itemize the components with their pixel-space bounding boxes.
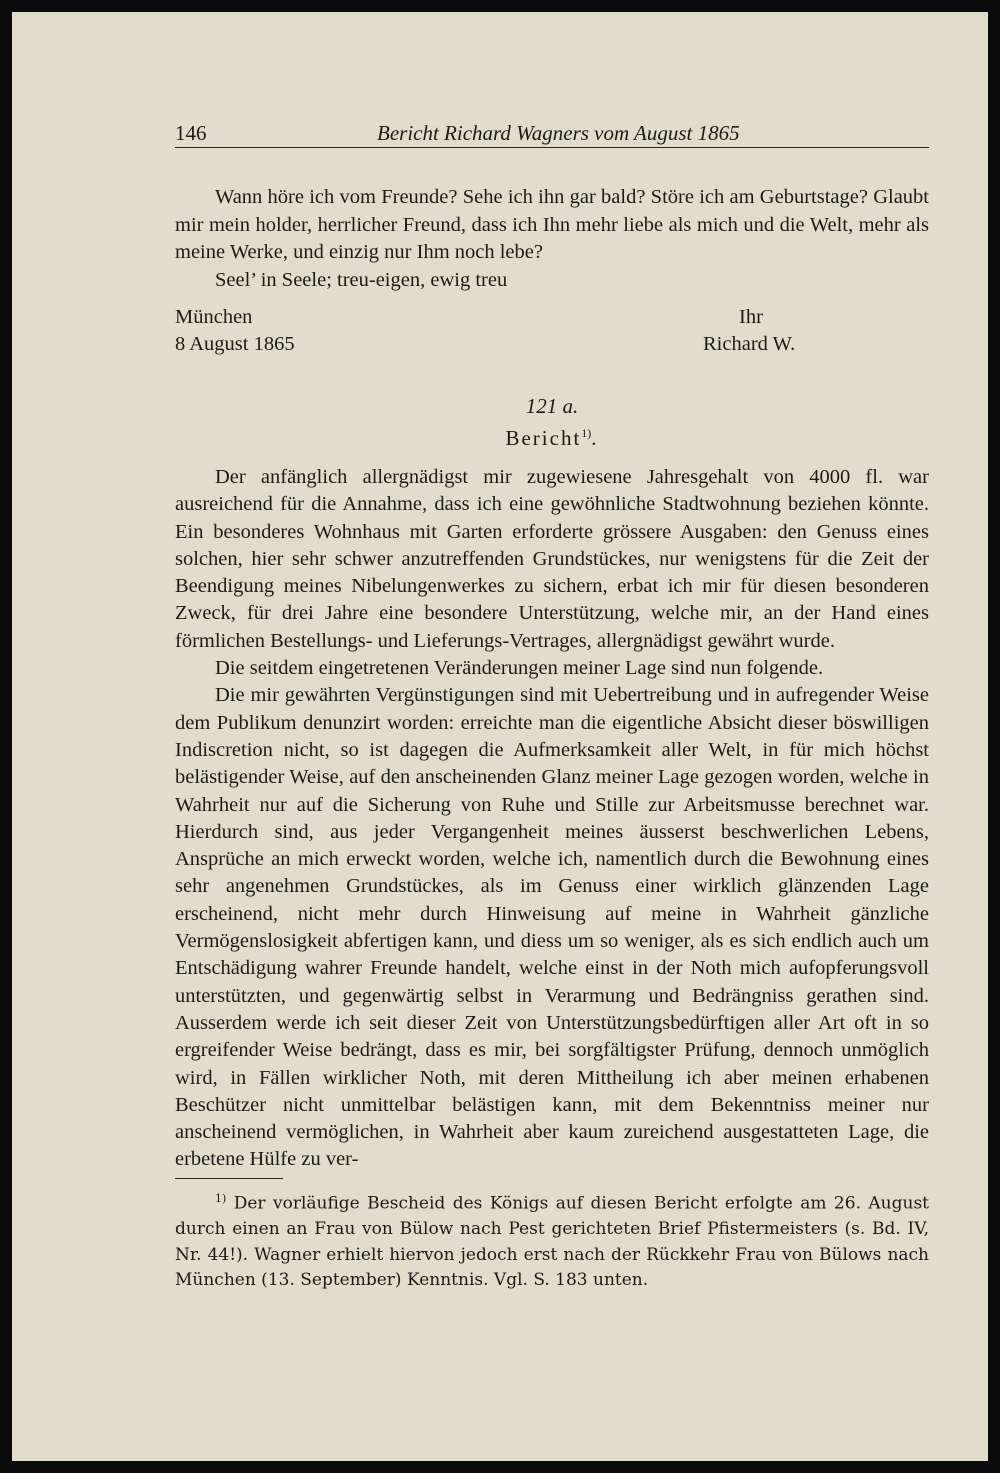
document-title-text: Bericht: [505, 426, 582, 450]
letter-text: [175, 184, 929, 294]
signature-block: [703, 304, 795, 358]
footnote-reference: 1): [581, 426, 592, 440]
page-number: 146: [175, 121, 207, 145]
footnote-text: Der vorläufige Bescheid des Königs auf diesen Bericht erfolgte am 26. August durch einen an Frau von Bülow nach Pest gerichteten Brief Pfistermeisters (s. Bd. IV, Nr. 44!). Wagner erhielt hiervon jedoch erst nach der Rückkehr Frau von Bülows nach München (13. September) Kenntnis. Vgl. S. 183 unten.: [175, 1193, 930, 1291]
running-title: Bericht Richard Wagners vom August 1865: [377, 121, 740, 145]
body-paragraph: Der anfänglich allergnädigst mir zugewiesene Jahresgehalt von 4000 fl. war ausreichend für die Annahme, dass ich eine gewöhnliche Stadtwohnung beziehen könnte. Ein besonderes Wohnhaus mit Garten erforderte grössere Ausgaben: den Genuss eines solchen, hier sehr schwer anzutreffenden Grundstückes, nur wenigstens für die Zeit der Beendigung meines Nibelungenwerkes zu sichern, erbat ich mir für diesen besonderen Zweck, für drei Jahre eine besondere Unterstützung, welche mir, an der Hand eines förmlichen Bestellungs- und Lieferungs-Vertrages, allergnädigst gewährt wurde.: [175, 466, 929, 652]
running-header: [175, 119, 929, 148]
place-date: [175, 304, 295, 358]
letter-closing: [175, 304, 929, 364]
body-paragraph: Die mir gewährten Vergünstigungen sind mit Uebertreibung und in aufregender Weise dem Publikum denunzirt worden: erreichte man die eigentliche Absicht dieser böswilligen Indiscretion nicht, so ist dagegen die Aufmerksamkeit aller Welt, in für mich höchst belästigender Weise, auf den anscheinenden Glanz meiner Lage gezogen worden, welche in Wahrheit nur auf die Sicherung von Ruhe und Stille zur Arbeitsmusse berechnet war. Hierdurch sind, aus jeder Vergangenheit meines äusserst beschwerlichen Lebens, Ansprüche an mich erweckt worden, welche ich, namentlich durch die Bewohnung eines sehr angenehmen Grundstückes, als im Genuss einer wirklich glänzenden Lage erscheinend, nicht mehr durch Hinweisung auf meine in Wahrheit gänzliche Vermögenslosigkeit abfertigen kann, und diess um so weniger, als es sich endlich auch um Entschädigung wahrer Freunde handelt, welche einst in der Noth mich aufopferungsvoll unterstützten, und gegenwärtig selbst in Verarmung und Bedrängniss gerathen sind. Ausserdem werde ich seit dieser Zeit von Unterstützungsbedürftigen aller Art oft in so ergreifender Weise bedrängt, dass es mir, bei sorgfältigster Prüfung, dennoch unmöglich wird, in Fällen wirklicher Noth, mit deren Mittheilung ich aber meinen erhabenen Beschützer nicht unmittelbar belästigen kann, mit dem Bekenntniss meiner nur anscheinend vermöglichen, in Wahrheit aber kaum zureichend ausgestatteten Lage, die erbetene Hülfe zu ver-: [175, 684, 929, 1171]
book-page: [12, 12, 988, 1461]
letter-greeting: Ihr: [739, 306, 763, 328]
body-paragraph: Die seitdem eingetretenen Veränderungen meiner Lage sind nun folgende.: [215, 657, 824, 680]
letter-paragraph: Wann höre ich vom Freunde? Sehe ich ihn gar bald? Störe ich am Geburtstage? Glaubt mir mein holder, herrlicher Freund, dass ich Ihn mehr liebe als mich und die Welt, mehr als meine Werke, und einzig nur Ihm noch lebe?: [175, 186, 929, 263]
report-body: [175, 464, 929, 1174]
footnote-marker: 1): [215, 1192, 227, 1205]
letter-paragraph: Seel’ in Seele; treu-eigen, ewig treu: [215, 268, 508, 291]
document-number: 121 a.: [525, 394, 579, 418]
footnote: [175, 1186, 929, 1294]
letter-date: 8 August 1865: [175, 333, 295, 355]
document-title: Bericht$^{1)}$.: [505, 426, 599, 450]
letter-place: München: [175, 306, 253, 328]
footnote-rule: [175, 1178, 283, 1179]
letter-signature: Richard W.: [703, 333, 796, 355]
